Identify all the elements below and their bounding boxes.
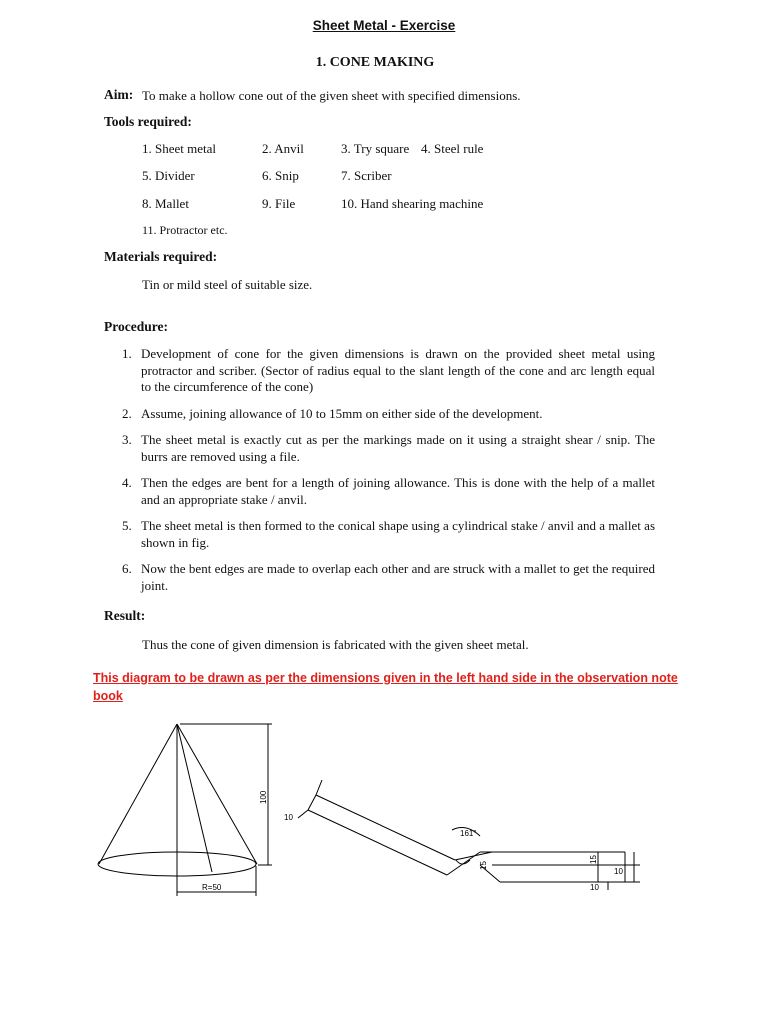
step-text: Now the bent edges are made to overlap each other and are struck with a mallet to get the required joint. [141, 561, 655, 593]
tool-item: 10. Hand shearing machine [341, 196, 484, 211]
allowance-label-right: 10 [614, 867, 623, 876]
strip-bottom-edge [308, 810, 447, 875]
strip-allowance-ext-b [298, 810, 308, 818]
step-text: Development of cone for the given dimensions is drawn on the provided sheet metal using protractor and scriber. (Sector of radius equal to the slant length of the cone and arc length equal to the circumference of the cone) [141, 346, 655, 394]
step-text: Assume, joining allowance of 10 to 15mm on either side of the development. [141, 405, 543, 421]
procedure-heading: Procedure: [104, 319, 168, 334]
strip-allowance-ext [316, 780, 322, 795]
strip-fold-b [455, 852, 492, 860]
materials-heading: Materials required: [104, 249, 218, 264]
seam-label-left: 15 [479, 861, 488, 870]
tool-item: 9. File [262, 196, 296, 211]
procedure-step [110, 406, 655, 423]
step-number: 3. [122, 432, 132, 447]
diagram-note: This diagram to be drawn as per the dimensions given in the left hand side in the observation note book [93, 671, 678, 703]
tool-item: 8. Mallet [142, 196, 189, 211]
tool-item: 5. Divider [142, 168, 195, 183]
angle-label: 161° [460, 829, 477, 838]
procedure-step [110, 518, 655, 551]
allowance-label-left: 10 [284, 813, 293, 822]
exercise-heading: 1. CONE MAKING [315, 55, 435, 70]
procedure-step [110, 432, 655, 465]
procedure-step [110, 346, 655, 396]
result-heading: Result: [104, 608, 146, 623]
step-number: 5. [122, 518, 132, 533]
step-number: 6. [122, 561, 132, 576]
tool-item: 6. Snip [262, 168, 299, 183]
step-number: 2. [122, 405, 132, 421]
tool-item: 4. Steel rule [421, 141, 484, 156]
step-text: The sheet metal is exactly cut as per the markings made on it using a straight shear / snip. The burrs are removed using a file. [141, 432, 655, 464]
procedure-list [110, 346, 655, 604]
cone-left-edge [99, 724, 177, 864]
seam-label-right: 15 [589, 855, 598, 864]
tool-item: 3. Try square [341, 141, 410, 156]
page-title: Sheet Metal - Exercise [312, 18, 456, 33]
tool-item: 2. Anvil [262, 141, 304, 156]
step-number: 4. [122, 475, 132, 490]
allowance-label-bottom: 10 [590, 883, 599, 892]
step-number: 1. [122, 346, 132, 361]
strip-end-left [308, 795, 316, 810]
procedure-step [110, 561, 655, 594]
cone-slant-line [177, 724, 212, 872]
tools-heading: Tools required: [104, 114, 192, 129]
aim-text: To make a hollow cone out of the given sheet with specified dimensions. [142, 88, 521, 103]
height-label: 100 [259, 790, 268, 804]
cone-diagram [0, 710, 768, 910]
tool-item: 11. Protractor etc. [142, 223, 228, 237]
result-text: Thus the cone of given dimension is fabricated with the given sheet metal. [142, 637, 529, 652]
tool-item: 1. Sheet metal [142, 141, 217, 156]
radius-label: R=50 [202, 883, 222, 892]
materials-text: Tin or mild steel of suitable size. [142, 277, 313, 292]
procedure-step [110, 475, 655, 508]
tool-item: 7. Scriber [341, 168, 392, 183]
step-text: The sheet metal is then formed to the conical shape using a cylindrical stake / anvil and a mallet as shown in fig. [141, 518, 655, 550]
step-text: Then the edges are bent for a length of joining allowance. This is done with the help of a mallet and an appropriate stake / anvil. [141, 475, 655, 507]
aim-label: Aim: [104, 87, 134, 102]
cone-right-edge [177, 724, 257, 864]
strip-top-edge [316, 795, 455, 860]
